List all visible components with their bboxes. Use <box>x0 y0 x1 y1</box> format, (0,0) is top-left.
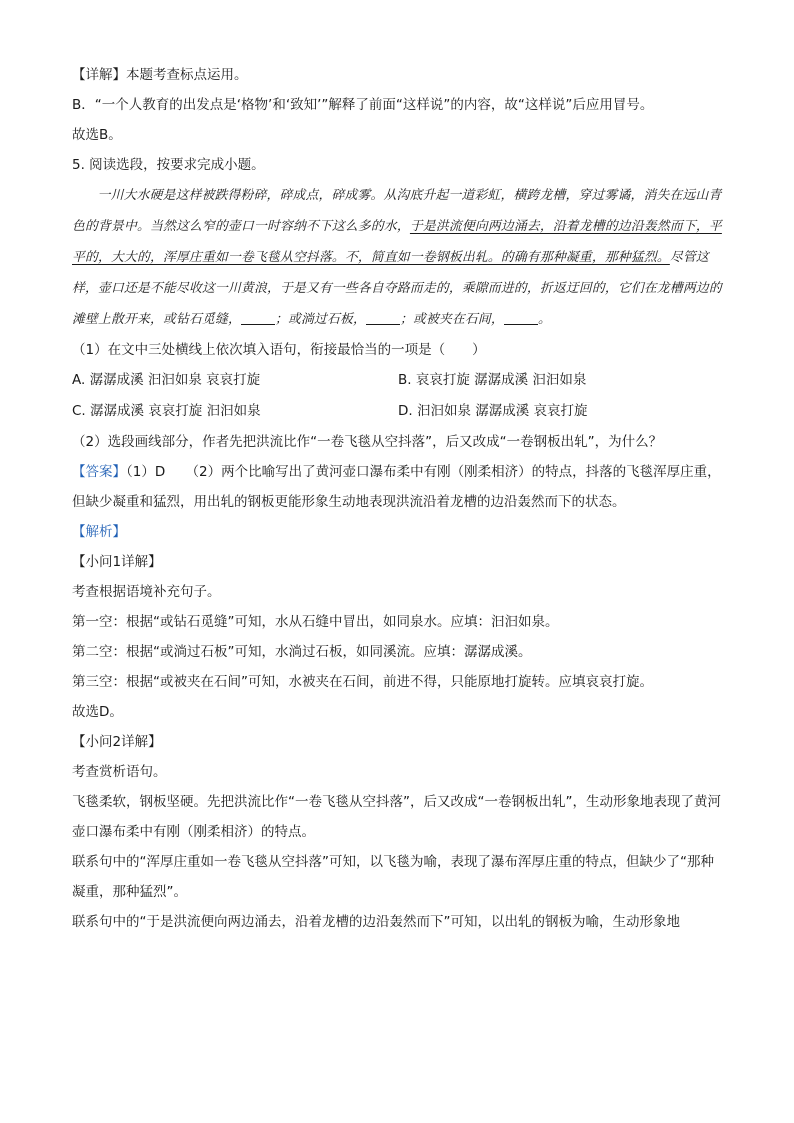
passage-text: 。 <box>537 312 551 327</box>
sub2-line: 飞毯柔软，钢板坚硬。先把洪流比作“一卷飞毯从空抖落”，后又改成“一卷钢板出轧”，生动形象地表现了黄河壶口瀑布柔中有刚（刚柔相济）的特点。 <box>72 794 721 840</box>
explain-line: B．“一个人教育的出发点是‘格物’和‘致知’”解释了前面“这样说”的内容，故“这样说”后应用冒号。 <box>72 97 654 113</box>
fill-blank[interactable] <box>504 310 538 325</box>
option-a[interactable]: A. 潺潺成溪 汩汩如泉 哀哀打旋 <box>72 372 261 388</box>
sub1-title: 【小问1详解】 <box>72 554 162 570</box>
passage-text: ；或被夹在石间， <box>399 312 504 327</box>
fill-blank[interactable] <box>366 310 400 325</box>
answer-text: （1）D （2）两个比喻写出了黄河壶口瀑布柔中有刚（刚柔相济）的特点，抖落的飞毯浑厚庄重，但缺少凝重和猛烈，用出轧的钢板更能形象生动地表现洪流沿着龙槽的边沿轰然而下的状态。 <box>72 464 721 510</box>
explain-line: 【详解】本题考查标点运用。 <box>72 67 248 83</box>
analysis-label: 【解析】 <box>72 524 126 540</box>
sub1-line: 考查根据语境补充句子。 <box>72 584 221 600</box>
passage-text: ；或淌过石板， <box>274 312 366 327</box>
document-page <box>72 60 724 937</box>
sub1-line: 故选D。 <box>72 704 123 720</box>
option-c[interactable]: C. 潺潺成溪 哀哀打旋 汩汩如泉 <box>72 403 261 419</box>
sub2-line: 联系句中的“于是洪流便向两边涌去，沿着龙槽的边沿轰然而下”可知，以出轧的钢板为喻，生动形象地 <box>72 914 680 930</box>
answer-block <box>72 457 724 517</box>
options-grid <box>72 365 724 427</box>
sub1-line: 第二空：根据“或淌过石板”可知，水淌过石板，如同溪流。应填：潺潺成溪。 <box>72 644 532 660</box>
reading-passage <box>72 180 724 335</box>
passage-text: 尽管这样，壶口还是不能尽收这一川黄浪，于是又有一些各自夺路而走的，乘隙而进的，折返迂回的，它们在龙槽两边的滩壁上散开来，或钻石觅缝， <box>72 250 722 327</box>
passage-text: 一川大水硬是这样被跌得粉碎，碎成点，碎成雾。从沟底升起一道彩虹，横跨龙槽，穿过雾谲，消失在远山青色的背景中。当然这么窄的壶口一时容纳不下这么多的水， <box>72 188 722 234</box>
question-heading: 5. 阅读选段，按要求完成小题。 <box>72 157 265 173</box>
fill-blank[interactable] <box>241 310 275 325</box>
sub2-line: 考查赏析语句。 <box>72 764 167 780</box>
option-b[interactable]: B. 哀哀打旋 潺潺成溪 汩汩如泉 <box>398 372 587 388</box>
sub1-line: 第三空：根据“或被夹在石间”可知，水被夹在石间，前进不得，只能原地打旋转。应填哀哀打旋。 <box>72 674 653 690</box>
explain-line: 故选B。 <box>72 127 122 143</box>
sub1-line: 第一空：根据“或钻石觅缝”可知，水从石缝中冒出，如同泉水。应填：汩汩如泉。 <box>72 614 559 630</box>
sub-question-1: （1）在文中三处横线上依次填入语句，衔接最恰当的一项是（ ） <box>72 342 486 358</box>
sub2-title: 【小问2详解】 <box>72 734 162 750</box>
passage-underlined-text: 于是洪流便向两边涌去，沿着龙槽的边沿轰然而下，平平的，大大的，浑厚庄重如一卷飞毯从空抖落。不，简直如一卷钢板出轧。的确有那种凝重，那种猛烈。 <box>72 219 722 265</box>
option-d[interactable]: D. 汩汩如泉 潺潺成溪 哀哀打旋 <box>398 403 588 419</box>
sub-question-2: （2）选段画线部分，作者先把洪流比作“一卷飞毯从空抖落”，后又改成“一卷钢板出轧”，为什么？ <box>72 434 663 450</box>
sub2-line: 联系句中的“浑厚庄重如一卷飞毯从空抖落”可知，以飞毯为喻，表现了瀑布浑厚庄重的特点，但缺少了“那种凝重，那种猛烈”。 <box>72 854 714 900</box>
answer-label: 【答案】 <box>72 464 126 480</box>
